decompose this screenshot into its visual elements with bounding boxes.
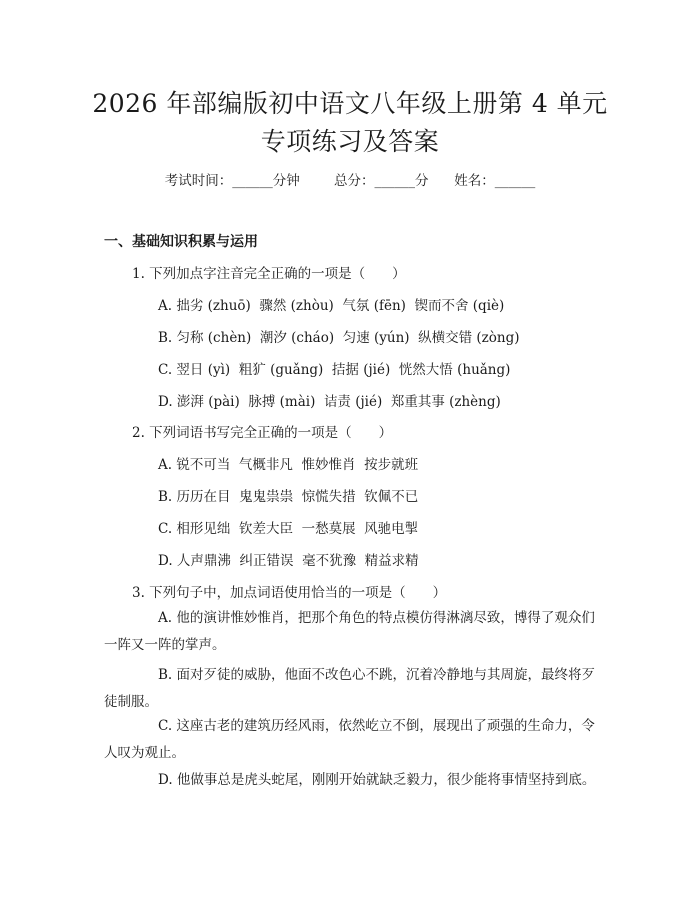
exam-time-blank: ______ [232, 173, 273, 189]
question-option: A. 他的演讲惟妙惟肖，把那个角色的特点模仿得淋漓尽致，博得了观众们一阵又一阵的掌声。 [104, 610, 595, 653]
exam-info-line [0, 169, 700, 189]
total-score-label: 总分： [334, 173, 375, 189]
question-stem: 3. 下列句子中，加点词语使用恰当的一项是（ ） [132, 585, 447, 601]
question-option: B. 面对歹徒的威胁，他面不改色心不跳，沉着冷静地与其周旋，最终将歹徒制服。 [104, 667, 596, 710]
total-score-unit: 分 [415, 173, 429, 189]
question-option: A. 锐不可当 气概非凡 惟妙惟肖 按步就班 [158, 457, 419, 473]
question-option: D. 人声鼎沸 纠正错误 毫不犹豫 精益求精 [158, 553, 419, 569]
question-option: A. 拙劣 (zhuō) 骤然 (zhòu) 气氛 (fēn) 锲而不舍 (qiè) [158, 298, 505, 314]
question-option: C. 翌日 (yì) 粗犷 (guǎng) 拮据 (jié) 恍然大悟 (huǎng) [158, 362, 511, 378]
total-score-blank: ______ [374, 173, 416, 189]
question-option: C. 这座古老的建筑历经风雨，依然屹立不倒，展现出了顽强的生命力，令人叹为观止。 [104, 718, 595, 761]
question-stem: 1. 下列加点字注音完全正确的一项是（ ） [132, 266, 406, 282]
exam-time-unit: 分钟 [272, 173, 300, 189]
section-heading: 一、基础知识积累与运用 [104, 234, 258, 250]
question-option: D. 澎湃 (pài) 脉搏 (mài) 诘责 (jié) 郑重其事 (zhèng) [158, 394, 501, 410]
question-option: B. 历历在目 鬼鬼祟祟 惊慌失措 钦佩不已 [158, 489, 419, 505]
question-option: C. 相形见绌 钦差大臣 一愁莫展 风驰电掣 [158, 521, 419, 537]
question-option: B. 匀称 (chèn) 潮汐 (cháo) 匀速 (yún) 纵横交错 (zòng) [158, 330, 520, 346]
exam-time-label: 考试时间： [164, 173, 233, 189]
name-label: 姓名： [454, 173, 495, 189]
name-blank: ______ [494, 173, 536, 189]
question-option: D. 他做事总是虎头蛇尾，刚刚开始就缺乏毅力，很少能将事情坚持到底。 [158, 772, 596, 788]
document-title-line1: 2026 年部编版初中语文八年级上册第 4 单元 [92, 89, 608, 118]
document-title-line2: 专项练习及答案 [260, 127, 440, 156]
question-stem: 2. 下列词语书写完全正确的一项是（ ） [132, 425, 393, 441]
